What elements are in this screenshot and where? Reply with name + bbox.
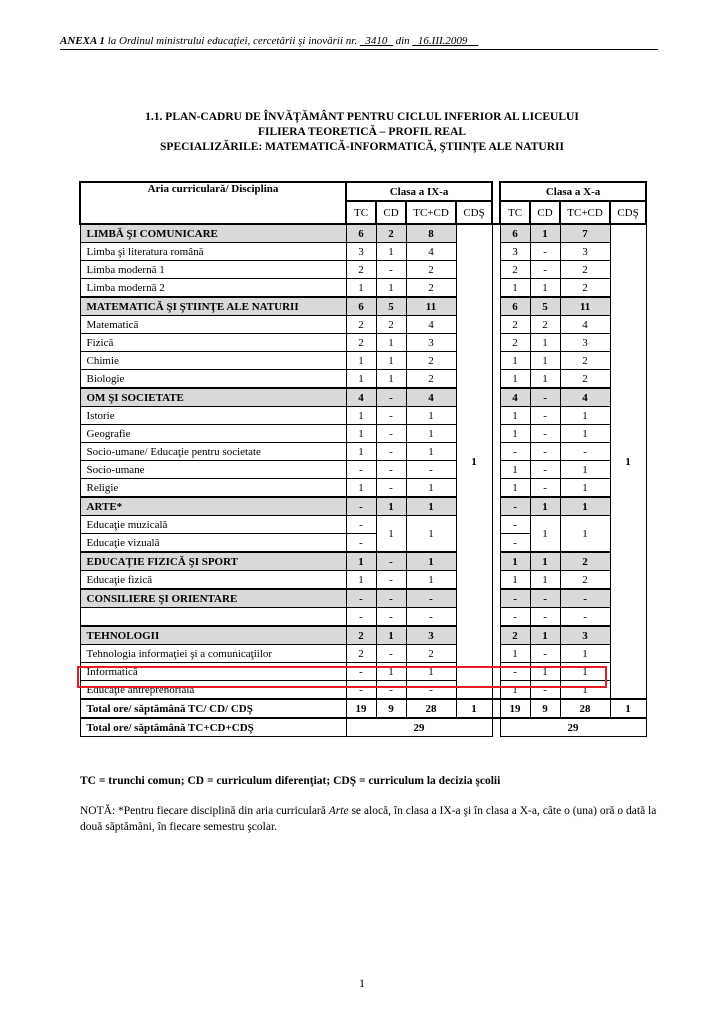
class9-value: 3: [406, 334, 456, 352]
class9-value: 2: [406, 279, 456, 298]
class9-value: 2: [376, 316, 406, 334]
class10-value: 1: [530, 497, 560, 516]
class9-value: 1: [376, 243, 406, 261]
class9-value: 1: [406, 571, 456, 590]
title-line-1: 1.1. PLAN-CADRU DE ÎNVĂŢĂMÂNT PENTRU CICLUL INFERIOR AL LICEULUI: [145, 111, 579, 123]
class10-grand-total: 29: [500, 718, 646, 737]
class9-value: 1: [346, 425, 376, 443]
class9-value: 2: [346, 334, 376, 352]
class10-value: 2: [560, 552, 610, 571]
discipline-name: TEHNOLOGII: [80, 626, 346, 645]
class9-grand-total: 29: [346, 718, 492, 737]
class10-value: 7: [560, 224, 610, 243]
class9-value: -: [376, 552, 406, 571]
column-gap: [492, 718, 500, 737]
column-gap: [492, 699, 500, 718]
class10-value: 2: [560, 279, 610, 298]
title-line-3: SPECIALIZĂRILE: MATEMATICĂ-INFORMATICĂ, ŞTIINŢE ALE NATURII: [160, 141, 564, 153]
subheader-tc+cd: TC+CD: [406, 201, 456, 224]
class-10-header: Clasa a X-a: [500, 182, 646, 201]
class10-value: 1: [530, 370, 560, 389]
class9-value: 3: [406, 626, 456, 645]
class10-value: 1: [560, 663, 610, 681]
discipline-name: CONSILIERE ŞI ORIENTARE: [80, 589, 346, 608]
subheader-tc: TC: [500, 201, 530, 224]
class10-value: 3: [560, 243, 610, 261]
class9-value: 11: [406, 297, 456, 316]
class10-value: -: [530, 243, 560, 261]
discipline-name: Socio-umane/ Educaţie pentru societate: [80, 443, 346, 461]
class9-value: -: [406, 608, 456, 627]
class10-value: 1: [530, 516, 560, 553]
class9-value: -: [346, 497, 376, 516]
class10-value: -: [530, 461, 560, 479]
class10-value: -: [530, 608, 560, 627]
discipline-row: [80, 370, 646, 389]
class10-value: 1: [560, 461, 610, 479]
class10-value: -: [530, 261, 560, 279]
class10-value: 1: [500, 370, 530, 389]
class10-value: 1: [500, 461, 530, 479]
title-line-2: FILIERA TEORETICĂ – PROFIL REAL: [257, 126, 467, 138]
class10-value: 5: [530, 297, 560, 316]
class10-value: 1: [500, 407, 530, 425]
class9-value: 2: [406, 370, 456, 389]
area-row: [80, 626, 646, 645]
discipline-row: [80, 571, 646, 590]
class10-value: 1: [500, 571, 530, 590]
discipline-row: [80, 645, 646, 663]
discipline-row: [80, 279, 646, 298]
class10-value: -: [500, 608, 530, 627]
class9-value: 2: [406, 261, 456, 279]
class9-value: 5: [376, 297, 406, 316]
class10-value: -: [530, 589, 560, 608]
subheader-cd: CD: [376, 201, 406, 224]
class9-value: 1: [376, 334, 406, 352]
class9-value: 8: [406, 224, 456, 243]
discipline-name: Limba şi literatura română: [80, 243, 346, 261]
subheader-tc+cd: TC+CD: [560, 201, 610, 224]
class10-value: 2: [560, 352, 610, 370]
class10-value: -: [500, 589, 530, 608]
discipline-name: [80, 608, 346, 627]
class9-value: 1: [346, 571, 376, 590]
class10-value: -: [500, 534, 530, 553]
class9-value: -: [376, 681, 406, 700]
total-row-split: [80, 699, 646, 718]
class10-value: 1: [560, 645, 610, 663]
class9-value: 2: [406, 645, 456, 663]
class9-value: -: [346, 608, 376, 627]
class10-total: 19: [500, 699, 530, 718]
discipline-name: Informatică: [80, 663, 346, 681]
document-header: [60, 35, 658, 50]
class9-value: 1: [406, 497, 456, 516]
class9-value: 1: [406, 479, 456, 498]
class9-total: 28: [406, 699, 456, 718]
total-label: Total ore/ săptămână TC+CD+CDŞ: [80, 718, 346, 737]
class10-value: -: [500, 497, 530, 516]
discipline-name: Educaţie fizică: [80, 571, 346, 590]
class9-value: -: [376, 608, 406, 627]
discipline-row: [80, 425, 646, 443]
class9-value: 1: [376, 370, 406, 389]
class9-value: 4: [346, 388, 376, 407]
class10-value: 2: [500, 626, 530, 645]
column-gap: [492, 182, 500, 224]
order-date: _16.III.2009__: [412, 35, 479, 47]
curriculum-table: [79, 181, 647, 737]
order-number: _3410_: [359, 35, 393, 47]
class10-value: -: [530, 407, 560, 425]
class9-value: 2: [346, 645, 376, 663]
class9-value: -: [376, 645, 406, 663]
class10-value: 3: [560, 334, 610, 352]
class10-value: 1: [500, 479, 530, 498]
class9-value: -: [376, 571, 406, 590]
discipline-name: Limba modernă 1: [80, 261, 346, 279]
discipline-row: [80, 407, 646, 425]
class9-value: -: [346, 681, 376, 700]
class9-value: 1: [346, 352, 376, 370]
class10-value: 1: [560, 681, 610, 700]
note: [80, 803, 662, 835]
note-arte: Arte: [328, 805, 349, 817]
class10-value: 6: [500, 297, 530, 316]
class10-value: 1: [530, 663, 560, 681]
class9-value: 1: [346, 279, 376, 298]
discipline-name: Matematică: [80, 316, 346, 334]
total-row-sum: [80, 718, 646, 737]
class9-value: -: [346, 516, 376, 534]
header-text: la Ordinul ministrului educaţiei, cercetării şi inovării nr.: [107, 35, 358, 47]
class10-value: 4: [560, 388, 610, 407]
discipline-row: [80, 479, 646, 498]
class10-value: 3: [500, 243, 530, 261]
area-row: [80, 388, 646, 407]
class9-value: 1: [406, 552, 456, 571]
class9-value: 2: [406, 352, 456, 370]
class10-value: -: [500, 443, 530, 461]
discipline-name: Limba modernă 2: [80, 279, 346, 298]
class9-value: 2: [346, 261, 376, 279]
discipline-name: Educaţie muzicală: [80, 516, 346, 534]
discipline-name: Chimie: [80, 352, 346, 370]
discipline-name: LIMBĂ ŞI COMUNICARE: [80, 224, 346, 243]
discipline-name: ARTE*: [80, 497, 346, 516]
class10-value: -: [530, 645, 560, 663]
note-lead: NOTĂ: *Pentru fiecare disciplină din aria curriculară: [80, 805, 326, 817]
class9-value: -: [376, 261, 406, 279]
class10-value: 1: [500, 645, 530, 663]
area-row: [80, 224, 646, 243]
legend: TC = trunchi comun; CD = curriculum diferenţiat; CDŞ = curriculum la decizia şcolii: [80, 775, 501, 787]
class10-value: 6: [500, 224, 530, 243]
class10-value: -: [500, 516, 530, 534]
discipline-name: EDUCAŢIE FIZICĂ ŞI SPORT: [80, 552, 346, 571]
class10-value: 1: [500, 352, 530, 370]
class9-value: 1: [376, 626, 406, 645]
discipline-name: Geografie: [80, 425, 346, 443]
discipline-name: Biologie: [80, 370, 346, 389]
discipline-row: [80, 243, 646, 261]
class9-value: 1: [346, 552, 376, 571]
class9-value: -: [346, 461, 376, 479]
class10-value: 11: [560, 297, 610, 316]
class9-value: 1: [406, 425, 456, 443]
class10-value: -: [530, 479, 560, 498]
discipline-row: [80, 608, 646, 627]
class10-value: 3: [560, 626, 610, 645]
class10-value: 1: [530, 334, 560, 352]
discipline-row: [80, 461, 646, 479]
class10-value: 2: [500, 261, 530, 279]
class9-value: -: [376, 407, 406, 425]
class10-value: 1: [560, 425, 610, 443]
subheader-tc: TC: [346, 201, 376, 224]
discipline-row: [80, 261, 646, 279]
class10-value: 4: [500, 388, 530, 407]
class9-value: 6: [346, 224, 376, 243]
discipline-row: [80, 516, 646, 534]
discipline-row: [80, 443, 646, 461]
class9-value: 1: [346, 407, 376, 425]
class10-value: -: [530, 681, 560, 700]
class10-value: 1: [530, 279, 560, 298]
discipline-name: Religie: [80, 479, 346, 498]
class9-value: 2: [346, 626, 376, 645]
discipline-name: Tehnologia informaţiei şi a comunicaţiilor: [80, 645, 346, 663]
class10-value: -: [560, 443, 610, 461]
discipline-name: Istorie: [80, 407, 346, 425]
annex-label: ANEXA 1: [60, 35, 105, 47]
class9-value: -: [406, 461, 456, 479]
informatica-row-highlight: [77, 666, 607, 688]
class10-value: 2: [560, 571, 610, 590]
class10-value: 1: [530, 224, 560, 243]
class10-value: -: [560, 589, 610, 608]
class9-value: 1: [406, 443, 456, 461]
class9-value: -: [376, 425, 406, 443]
class9-value: 1: [376, 352, 406, 370]
class10-total: 1: [610, 699, 646, 718]
discipline-name: OM ŞI SOCIETATE: [80, 388, 346, 407]
class9-value: 6: [346, 297, 376, 316]
class9-value: 2: [376, 224, 406, 243]
header-din: din: [395, 35, 410, 47]
discipline-name: Fizică: [80, 334, 346, 352]
discipline-row: [80, 316, 646, 334]
class10-value: 1: [560, 407, 610, 425]
class10-total: 9: [530, 699, 560, 718]
class9-value: 1: [406, 516, 456, 553]
class10-cds: 1: [610, 224, 646, 699]
class9-value: 4: [406, 243, 456, 261]
class10-value: -: [530, 443, 560, 461]
class10-value: 1: [500, 425, 530, 443]
class9-value: -: [346, 589, 376, 608]
class10-value: 1: [530, 626, 560, 645]
class9-cds: 1: [456, 224, 492, 699]
class10-value: -: [530, 425, 560, 443]
class9-value: 4: [406, 388, 456, 407]
class9-value: -: [406, 589, 456, 608]
class10-value: -: [530, 388, 560, 407]
class10-value: 2: [500, 316, 530, 334]
subheader-cd: CD: [530, 201, 560, 224]
class10-value: 1: [500, 552, 530, 571]
class9-value: 1: [346, 479, 376, 498]
class10-value: 2: [530, 316, 560, 334]
class9-total: 1: [456, 699, 492, 718]
class10-total: 28: [560, 699, 610, 718]
class9-value: 1: [406, 407, 456, 425]
discipline-name: MATEMATICĂ ŞI ŞTIINŢE ALE NATURII: [80, 297, 346, 316]
discipline-row: [80, 352, 646, 370]
class10-value: 1: [500, 681, 530, 700]
class10-value: -: [560, 608, 610, 627]
class10-value: 4: [560, 316, 610, 334]
col-header-discipline: Aria curriculară/ Disciplina: [80, 182, 346, 224]
class10-value: 1: [560, 516, 610, 553]
class9-value: -: [376, 388, 406, 407]
class9-value: -: [376, 589, 406, 608]
class9-value: -: [376, 461, 406, 479]
class9-value: 1: [376, 497, 406, 516]
total-label: Total ore/ săptămână TC/ CD/ CDŞ: [80, 699, 346, 718]
area-row: [80, 552, 646, 571]
class9-value: 4: [406, 316, 456, 334]
class9-value: 3: [346, 243, 376, 261]
class9-value: -: [376, 479, 406, 498]
discipline-row: [80, 334, 646, 352]
area-row: [80, 297, 646, 316]
class9-value: 2: [346, 316, 376, 334]
subheader-cdş: CDŞ: [456, 201, 492, 224]
discipline-name: Educaţie vizuală: [80, 534, 346, 553]
page-number: 1: [359, 976, 365, 990]
class-9-header: Clasa a IX-a: [346, 182, 492, 201]
table-header-row: [80, 182, 646, 201]
class9-value: -: [406, 681, 456, 700]
class10-value: 1: [560, 497, 610, 516]
note-rest: se alocă, în clasa a IX-a şi în clasa a X-a, câte o (una) oră o dată la două săptămâni, în fiecare semestru şcolar.: [80, 805, 657, 833]
class10-value: 1: [560, 479, 610, 498]
class9-value: 1: [346, 370, 376, 389]
discipline-name: Socio-umane: [80, 461, 346, 479]
class10-value: 1: [530, 571, 560, 590]
class9-value: -: [376, 443, 406, 461]
class9-value: 1: [346, 443, 376, 461]
class10-value: -: [500, 663, 530, 681]
class10-value: 2: [500, 334, 530, 352]
class10-value: 2: [560, 261, 610, 279]
column-gap: [492, 224, 500, 699]
class9-value: -: [346, 534, 376, 553]
discipline-name: Educaţie antreprenorială: [80, 681, 346, 700]
class9-total: 9: [376, 699, 406, 718]
class9-value: 1: [376, 663, 406, 681]
area-row: [80, 497, 646, 516]
page-title: [60, 110, 664, 155]
class9-value: 1: [376, 279, 406, 298]
class9-total: 19: [346, 699, 376, 718]
subheader-cdş: CDŞ: [610, 201, 646, 224]
class10-value: 1: [500, 279, 530, 298]
class9-value: 1: [406, 663, 456, 681]
class10-value: 1: [530, 552, 560, 571]
class10-value: 1: [530, 352, 560, 370]
area-row: [80, 589, 646, 608]
class10-value: 2: [560, 370, 610, 389]
class9-value: 1: [376, 516, 406, 553]
class9-value: -: [346, 663, 376, 681]
